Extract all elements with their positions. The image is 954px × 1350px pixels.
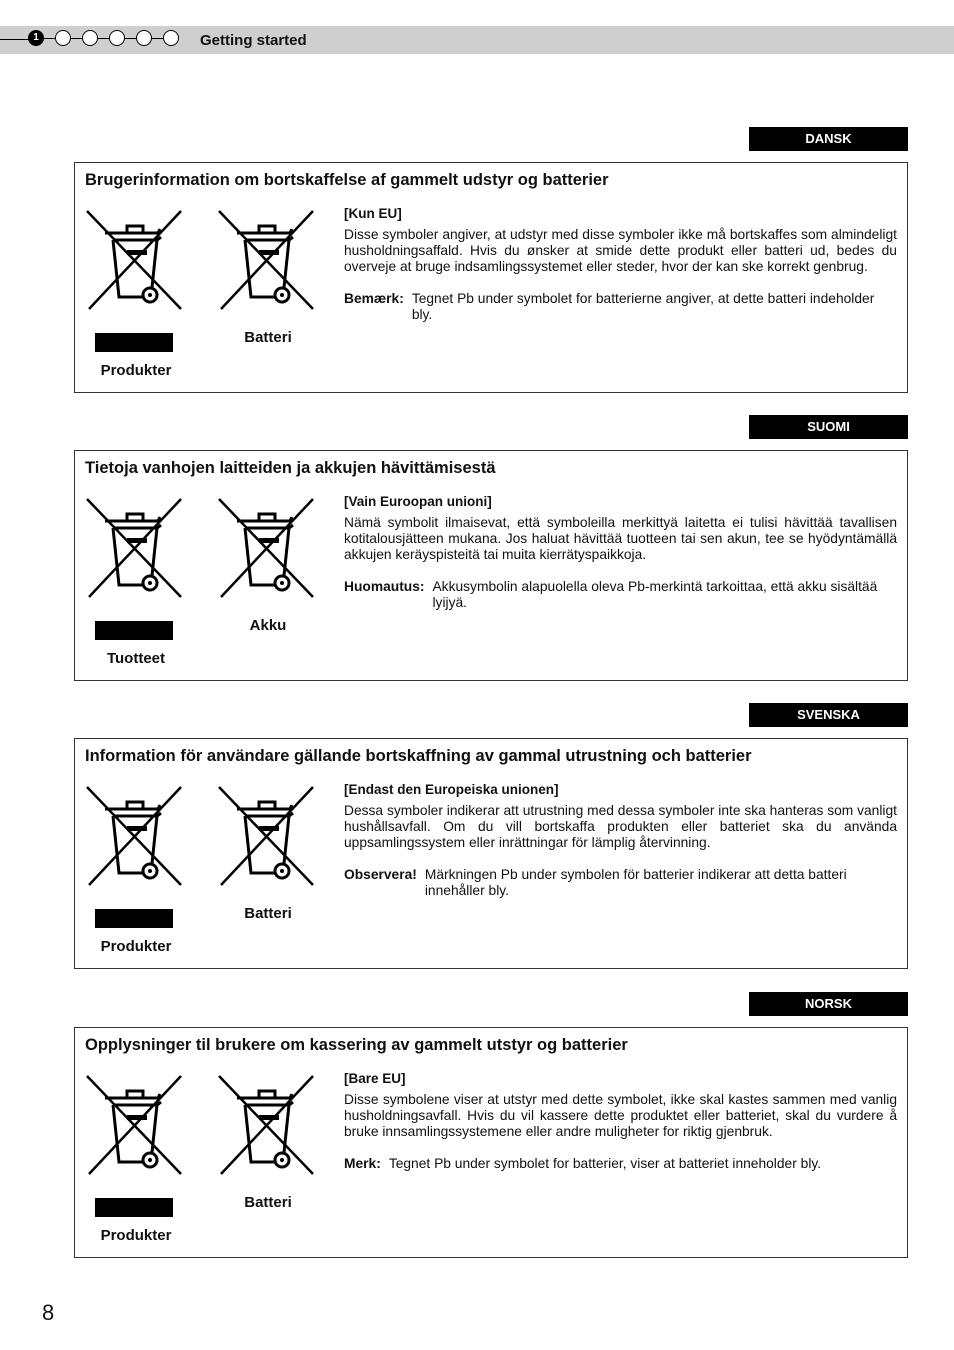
note-label: Huomautus: xyxy=(344,579,425,594)
note-label: Bemærk: xyxy=(344,291,404,306)
note-text: Akkusymbolin alapuolella oleva Pb-merkintä tarkoittaa, että akku sisältää lyijyä. xyxy=(432,579,878,610)
box-title: Opplysninger til brukere om kassering av gammelt utstyr og batterier xyxy=(85,1036,628,1054)
note xyxy=(344,579,897,611)
language-tag: DANSK xyxy=(749,127,908,151)
step-dot-active: 1 xyxy=(28,30,44,46)
header-line xyxy=(0,39,30,40)
language-tag: SUOMI xyxy=(749,415,908,439)
box-title: Tietoja vanhojen laitteiden ja akkujen hävittämisestä xyxy=(85,459,496,477)
body-text: Disse symboler angiver, at udstyr med disse symboler ikke må bortskaffes som almindeligt husholdningsaffald. Hvis du ønsker at smide dette produkt eller batteri ud, bedes du overveje at bruge indsamlingssystemet eller steder, hvor der kan ske korrekt genbrug. xyxy=(344,227,897,274)
product-label: Produkter xyxy=(100,1227,172,1244)
product-bar xyxy=(95,333,173,352)
disposal-info-box xyxy=(74,738,908,969)
note-text: Tegnet Pb under symbolet for batterierne angiver, at dette batteri indeholder bly. xyxy=(411,291,875,322)
product-bar xyxy=(95,909,173,928)
box-title: Information för användare gällande bortskaffning av gammal utrustning och batterier xyxy=(85,747,752,765)
crossed-bin-icon xyxy=(215,1072,319,1178)
battery-label: Batteri xyxy=(244,329,292,346)
disposal-info-box xyxy=(74,450,908,681)
note-text: Märkningen Pb under symbolen för batterier indikerar att detta batteri innehåller bly. xyxy=(424,867,847,898)
step-dot xyxy=(136,30,152,46)
info-text xyxy=(344,1071,897,1172)
disposal-info-box xyxy=(74,1027,908,1258)
header-bar xyxy=(0,26,954,54)
battery-label: Batteri xyxy=(244,905,292,922)
note-label: Merk: xyxy=(344,1156,381,1171)
crossed-bin-icon xyxy=(83,495,187,601)
scope-heading: [Kun EU] xyxy=(344,206,402,221)
page-number: 8 xyxy=(42,1300,55,1325)
note xyxy=(344,291,897,323)
note xyxy=(344,1156,897,1172)
note xyxy=(344,867,897,899)
section-title: Getting started xyxy=(200,32,307,49)
scope-heading: [Endast den Europeiska unionen] xyxy=(344,782,559,797)
crossed-bin-icon xyxy=(83,207,187,313)
product-bar xyxy=(95,1198,173,1217)
note-label: Observera! xyxy=(344,867,417,882)
step-dot xyxy=(55,30,71,46)
battery-label: Akku xyxy=(249,617,287,634)
product-label: Produkter xyxy=(100,938,172,955)
body-text: Dessa symboler indikerar att utrustning med dessa symboler inte ska hanteras som vanligt hushållsavfall. Om du vill bortskaffa produkten eller batteriet ska du använda uppsamlingssystem eller inrättningar för lämplig återvinning. xyxy=(344,803,897,850)
body-text: Disse symbolene viser at utstyr med dette symbolet, ikke skal kastes sammen med vanlig husholdningsavfall. Hvis du vil kassere dette produktet eller batteriet, skal du vurdere å bruke innsamlingssystemene eller andre muligheter for riktig gjenbruk. xyxy=(344,1092,897,1139)
language-tag: NORSK xyxy=(749,992,908,1016)
step-indicator xyxy=(28,30,179,46)
crossed-bin-icon xyxy=(215,495,319,601)
step-dot xyxy=(109,30,125,46)
crossed-bin-icon xyxy=(83,1072,187,1178)
language-tag: SVENSKA xyxy=(749,703,908,727)
disposal-info-box xyxy=(74,162,908,393)
note-text: Tegnet Pb under symbolet for batterier, viser at batteriet inneholder bly. xyxy=(388,1156,822,1171)
info-text xyxy=(344,494,897,611)
crossed-bin-icon xyxy=(215,207,319,313)
step-dot xyxy=(163,30,179,46)
crossed-bin-icon xyxy=(83,783,187,889)
body-text: Nämä symbolit ilmaisevat, että symboleilla merkittyä laitetta ei tulisi hävittää tavallisen kotitalousjätteen mukana. Jos haluat hävittää tuotteen tai sen akun, tee se hyödyntämällä akkujen keräyspisteitä tai muita kierrätyspaikkoja. xyxy=(344,515,897,562)
product-bar xyxy=(95,621,173,640)
product-label: Produkter xyxy=(100,362,172,379)
scope-heading: [Bare EU] xyxy=(344,1071,406,1086)
step-dot xyxy=(82,30,98,46)
product-label: Tuotteet xyxy=(106,650,166,667)
crossed-bin-icon xyxy=(215,783,319,889)
info-text xyxy=(344,206,897,323)
box-title: Brugerinformation om bortskaffelse af gammelt udstyr og batterier xyxy=(85,171,609,189)
scope-heading: [Vain Euroopan unioni] xyxy=(344,494,492,509)
battery-label: Batteri xyxy=(244,1194,292,1211)
info-text xyxy=(344,782,897,899)
